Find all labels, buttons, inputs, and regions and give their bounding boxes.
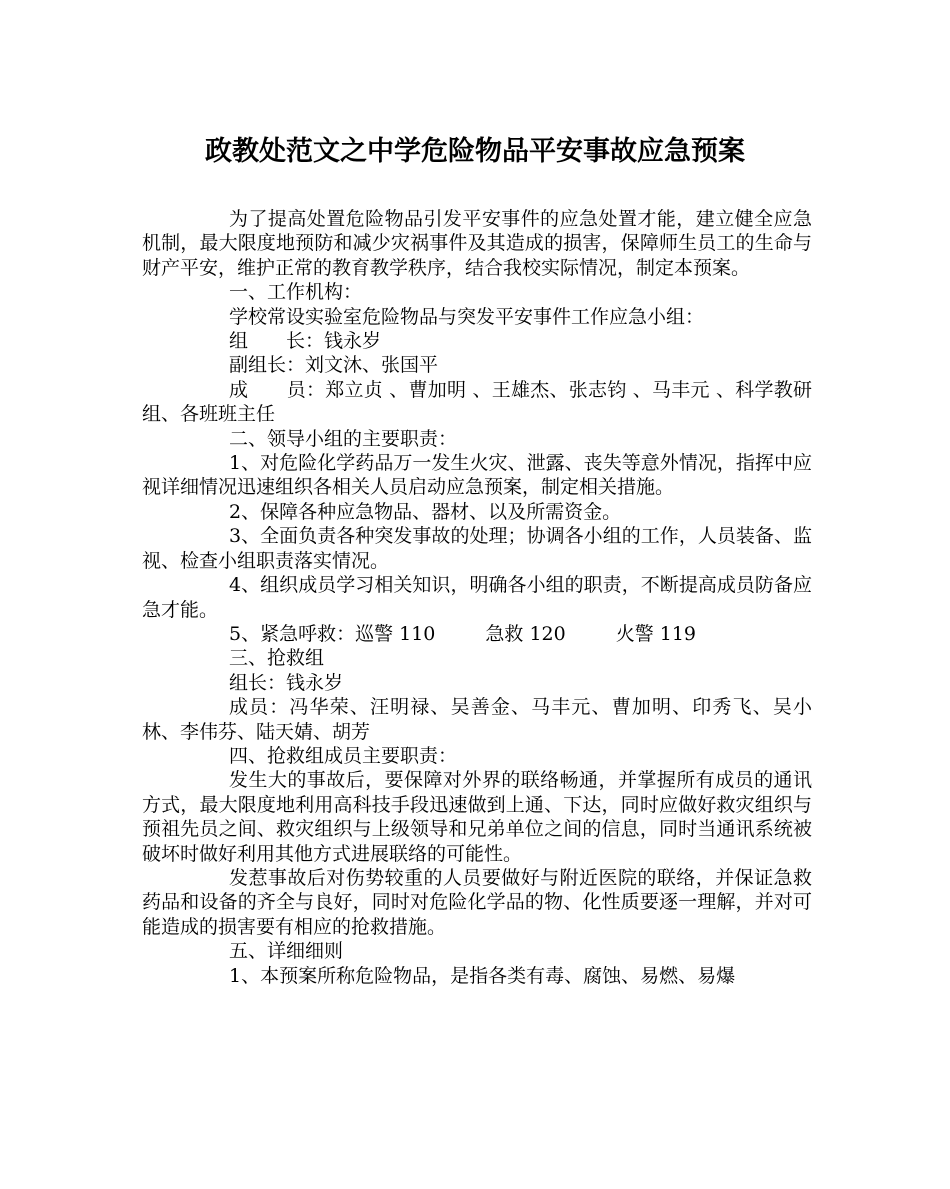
section-heading-2: 二、领导小组的主要职责： bbox=[229, 427, 458, 450]
rescue-members-line: 成员：冯华荣、汪明禄、吴善金、马丰元、曹加明、印秀飞、吴小林、李伟芬、陆天婧、胡芳 bbox=[142, 696, 812, 743]
duty-item-3: 3、全面负责各种突发事故的处理；协调各小组的工作，人员装备、监视、检查小组职责落实情况。 bbox=[142, 525, 812, 572]
section-heading-1: 一、工作机构： bbox=[229, 281, 363, 304]
document-title: 政教处范文之中学危险物品平安事故应急预案 bbox=[205, 136, 745, 167]
section-heading-5: 五、详细细则 bbox=[229, 940, 344, 963]
deputy-leader-line: 副组长：刘文沐、张国平 bbox=[229, 354, 439, 377]
paragraph: 学校常设实验室危险物品与突发平安事件工作应急小组： bbox=[229, 305, 705, 328]
section-heading-4: 四、抢救组成员主要职责： bbox=[229, 744, 458, 767]
emergency-calls-label: 5、紧急呼救： bbox=[229, 622, 356, 645]
emergency-calls-line bbox=[142, 622, 812, 646]
police-number: 巡警 110 bbox=[355, 622, 436, 645]
paragraph: 发生大的事故后，要保障对外界的联络畅通，并掌握所有成员的通讯方式，最大限度地利用高科技手段迅速做到上通、下达，同时应做好救灾组织与预祖先员之间、救灾组织与上级领导和兄弟单位之间的信息，同时当通讯系统被破坏时做好利用其他方式进展联络的可能性。 bbox=[142, 769, 812, 865]
fire-number: 火警 119 bbox=[615, 622, 697, 645]
rescue-leader-line: 组长：钱永岁 bbox=[229, 671, 344, 694]
duty-item-1: 1、对危险化学药品万一发生火灾、泄露、丧失等意外情况，指挥中应视详细情况迅速组织各相关人员启动应急预案，制定相关措施。 bbox=[142, 452, 812, 499]
document-body bbox=[142, 207, 812, 988]
members-line: 成 员：郑立贞 、曹加明 、王雄杰、张志钧 、马丰元 、科学教研组、各班班主任 bbox=[142, 378, 812, 426]
section-heading-3: 三、抢救组 bbox=[229, 647, 325, 670]
rule-item-1: 1、本预案所称危险物品，是指各类有毒、腐蚀、易燃、易爆 bbox=[229, 964, 736, 987]
duty-item-2: 2、保障各种应急物品、器材、以及所需资金。 bbox=[229, 500, 622, 523]
duty-item-4: 4、组织成员学习相关知识，明确各小组的职责，不断提高成员防备应急才能。 bbox=[142, 574, 812, 621]
team-leader-line: 组 长：钱永岁 bbox=[229, 330, 382, 353]
intro-paragraph: 为了提高处置危险物品引发平安事件的应急处置才能，建立健全应急机制，最大限度地预防和减少灾祸事件及其造成的损害，保障师生员工的生命与财产平安，维护正常的教育教学秩序，结合我校实际情况，制定本预案。 bbox=[142, 208, 812, 279]
ambulance-number: 急救 120 bbox=[485, 622, 566, 645]
paragraph: 发惹事故后对伤势较重的人员要做好与附近医院的联络，并保证急救药品和设备的齐全与良好，同时对危险化学品的物、化性质要逐一理解，并对可能造成的损害要有相应的抢救措施。 bbox=[142, 866, 812, 938]
